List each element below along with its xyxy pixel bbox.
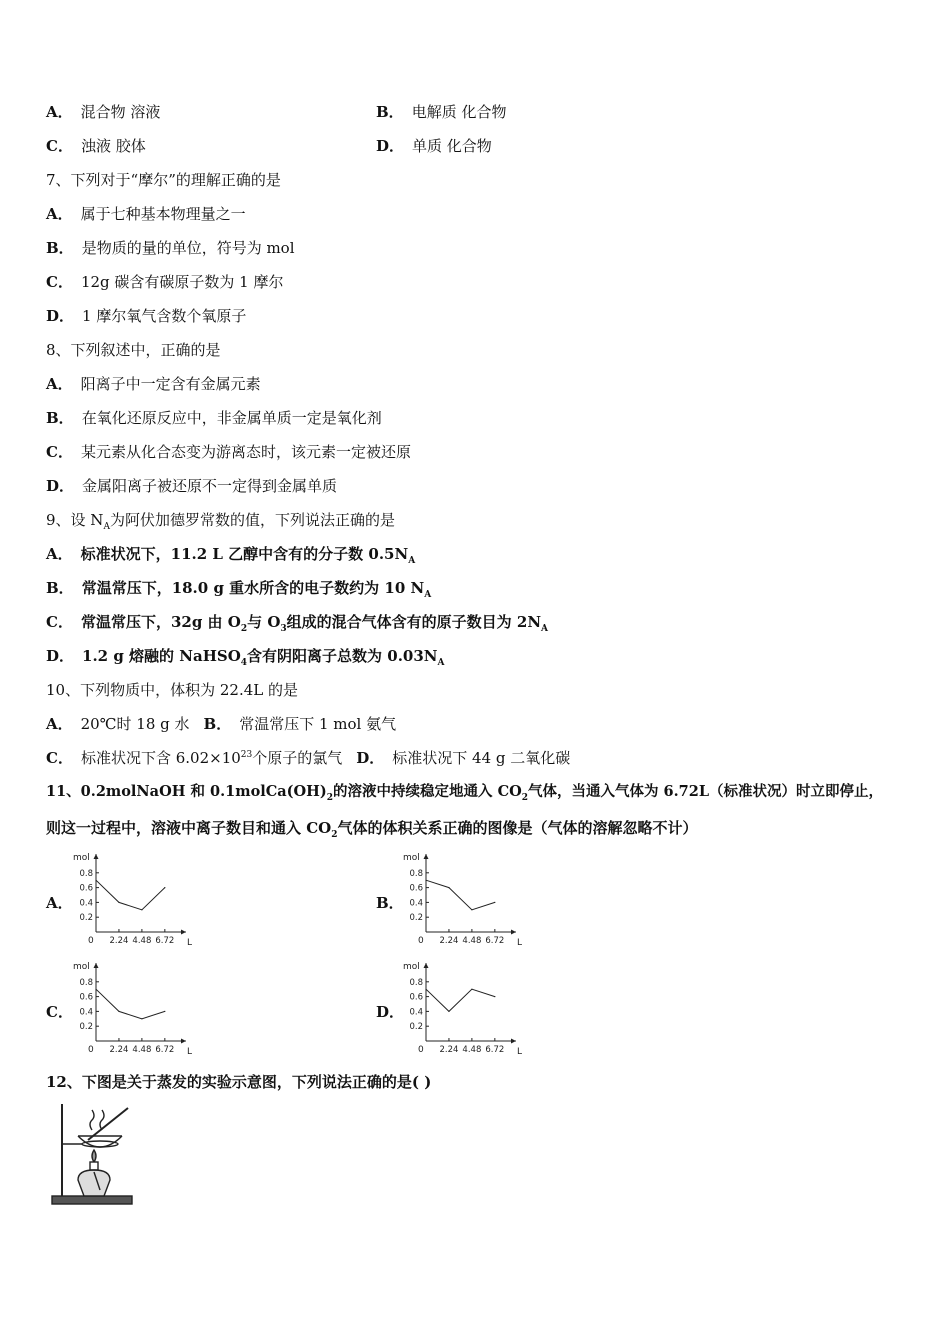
c0-x-tick-label: 6.72 [155,936,175,946]
q11-label-a: A． [46,894,73,912]
c1-x-tick-label: 4.48 [462,936,482,946]
c2-y-tick-label: 0.6 [79,992,93,1003]
c0-x-tick-label: 4.48 [132,936,152,946]
graph-a [72,848,196,954]
c2-y-tick-label: 0.4 [79,1007,93,1018]
q9-option-a: A． 标准状况下，11.2 L 乙醇中含有的分子数 $0.5N_A$ [46,545,416,566]
q12-stem: 12、下图是关于蒸发的实验示意图，下列说法正确的是( ) [46,1073,432,1091]
c1-data-point [425,880,426,881]
c1-y-tick-label: 0.6 [409,883,423,894]
c0-x-arrow [181,930,186,935]
c3-origin: 0 [418,1045,424,1055]
c0-y-tick-label: 0.4 [79,898,93,909]
c0-data-point [164,887,165,888]
q7-option-c: C． 12g 碳含有碳原子数为 1 摩尔 [46,273,284,291]
q6-option-b: B． 电解质 化合物 [376,103,507,121]
c2-y-arrow [94,963,99,968]
c1-x-tick-label: 6.72 [485,936,505,946]
c2-y-label: mol [73,962,90,972]
c1-data-point [448,887,449,888]
q8-stem: 8、下列叙述中，正确的是 [46,341,221,359]
graph-c [72,957,196,1063]
q11-label-b: B． [376,894,404,912]
c3-data-point [471,989,472,990]
c0-y-tick-label: 0.6 [79,883,93,894]
q9-option-d: D． 1.2 g 熔融的 NaHSO$_4$含有阴阳离子总数为 $0.03N_A$ [46,647,445,668]
q11-stem-line1: 11、0.2molNaOH 和 $0.1molCa(OH)_2$的溶液中持续稳定地通入 $CO_2$气体，当通入气体为 6.72L（标准状况）时立即停止， [46,783,884,803]
c2-origin: 0 [88,1045,94,1055]
c3-x-tick-label: 2.24 [439,1045,459,1055]
c1-x-tick-label: 2.24 [439,936,459,946]
c0-data-point [95,880,96,881]
c3-y-arrow [424,963,429,968]
evaporation-apparatus-figure [48,1100,138,1214]
c0-series-line [96,880,165,910]
c3-x-label: L [517,1047,523,1057]
q6-option-a: A． 混合物 溶液 [46,103,161,121]
c0-data-point [118,902,119,903]
c0-data-point [141,909,142,910]
c0-x-tick-label: 2.24 [109,936,129,946]
c2-data-point [95,989,96,990]
c3-y-tick-label: 0.6 [409,992,423,1003]
q8-option-b: B． 在氧化还原反应中，非金属单质一定是氧化剂 [46,409,382,427]
q10-options-cd: C． 标准状况下含 $6.02\times 10^{23}$个原子的氯气 D． 标准状况下 44 g 二氧化碳 [46,749,571,767]
c1-y-tick-label: 0.2 [409,913,423,924]
c2-data-point [164,1011,165,1012]
c3-x-arrow [511,1039,516,1044]
c3-y-tick-label: 0.2 [409,1022,423,1033]
q6-option-d: D． 单质 化合物 [376,137,492,155]
q9-stem: 9、设 $N_A$为阿伏加德罗常数的值，下列说法正确的是 [46,511,395,532]
c3-series-line [426,989,495,1011]
graph-d-svg [402,957,526,1059]
c2-x-tick-label: 4.48 [132,1045,152,1055]
graph-c-svg [72,957,196,1059]
c0-x-label: L [187,938,193,948]
graph-d [402,957,526,1063]
graph-a-svg [72,848,196,950]
c1-y-tick-label: 0.8 [409,868,423,879]
c0-y-tick-label: 0.8 [79,868,93,879]
graph-b-svg [402,848,526,950]
q8-option-c: C． 某元素从化合态变为游离态时，该元素一定被还原 [46,443,411,461]
c2-x-arrow [181,1039,186,1044]
c0-y-label: mol [73,853,90,863]
q11-stem-line2: 则这一过程中，溶液中离子数目和通入 $CO_2$气体的体积关系正确的图像是（气体的溶解忽略不计） [46,819,698,840]
q11-label-d: D． [376,1003,405,1021]
c3-x-tick-label: 4.48 [462,1045,482,1055]
c2-y-tick-label: 0.8 [79,977,93,988]
c2-series-line [96,989,165,1019]
c0-y-tick-label: 0.2 [79,913,93,924]
c1-x-label: L [517,938,523,948]
q9-option-c: C． 常温常压下，32g 由 $O_2$与 $O_3$组成的混合气体含有的原子数目为 $2N_A$ [46,613,549,634]
c1-y-tick-label: 0.4 [409,898,423,909]
c1-y-label: mol [403,853,420,863]
q8-option-a: A． 阳离子中一定含有金属元素 [46,375,261,393]
c0-origin: 0 [88,936,94,946]
q7-option-a: A． 属于七种基本物理量之一 [46,205,246,223]
c1-data-point [471,909,472,910]
c1-data-point [494,902,495,903]
c3-y-label: mol [403,962,420,972]
q11-label-c: C． [46,1003,73,1021]
c1-series-line [426,880,495,910]
q6-option-c: C． 浊液 胶体 [46,137,146,155]
q8-option-d: D． 金属阳离子被还原不一定得到金属单质 [46,477,338,495]
c1-y-arrow [424,854,429,859]
q10-options-ab: A． 20℃时 18 g 水 B． 常温常压下 1 mol 氨气 [46,715,397,733]
c3-x-tick-label: 6.72 [485,1045,505,1055]
q9-option-b: B． 常温常压下，18.0 g 重水所含的电子数约为 10 $N_A$ [46,579,432,600]
q7-option-d: D． 1 摩尔氧气含数个氧原子 [46,307,247,325]
c2-x-label: L [187,1047,193,1057]
c1-x-arrow [511,930,516,935]
c1-origin: 0 [418,936,424,946]
q7-option-b: B． 是物质的量的单位，符号为 mol [46,239,295,257]
c2-data-point [118,1011,119,1012]
c0-y-arrow [94,854,99,859]
c2-y-tick-label: 0.2 [79,1022,93,1033]
c3-data-point [425,989,426,990]
c3-y-tick-label: 0.4 [409,1007,423,1018]
graph-b [402,848,526,954]
q10-stem: 10、下列物质中，体积为 22.4L 的是 [46,681,298,699]
q7-stem: 7、下列对于“摩尔”的理解正确的是 [46,171,281,189]
c3-data-point [494,996,495,997]
c2-x-tick-label: 2.24 [109,1045,129,1055]
c3-data-point [448,1011,449,1012]
c2-data-point [141,1018,142,1019]
c2-x-tick-label: 6.72 [155,1045,175,1055]
c3-y-tick-label: 0.8 [409,977,423,988]
